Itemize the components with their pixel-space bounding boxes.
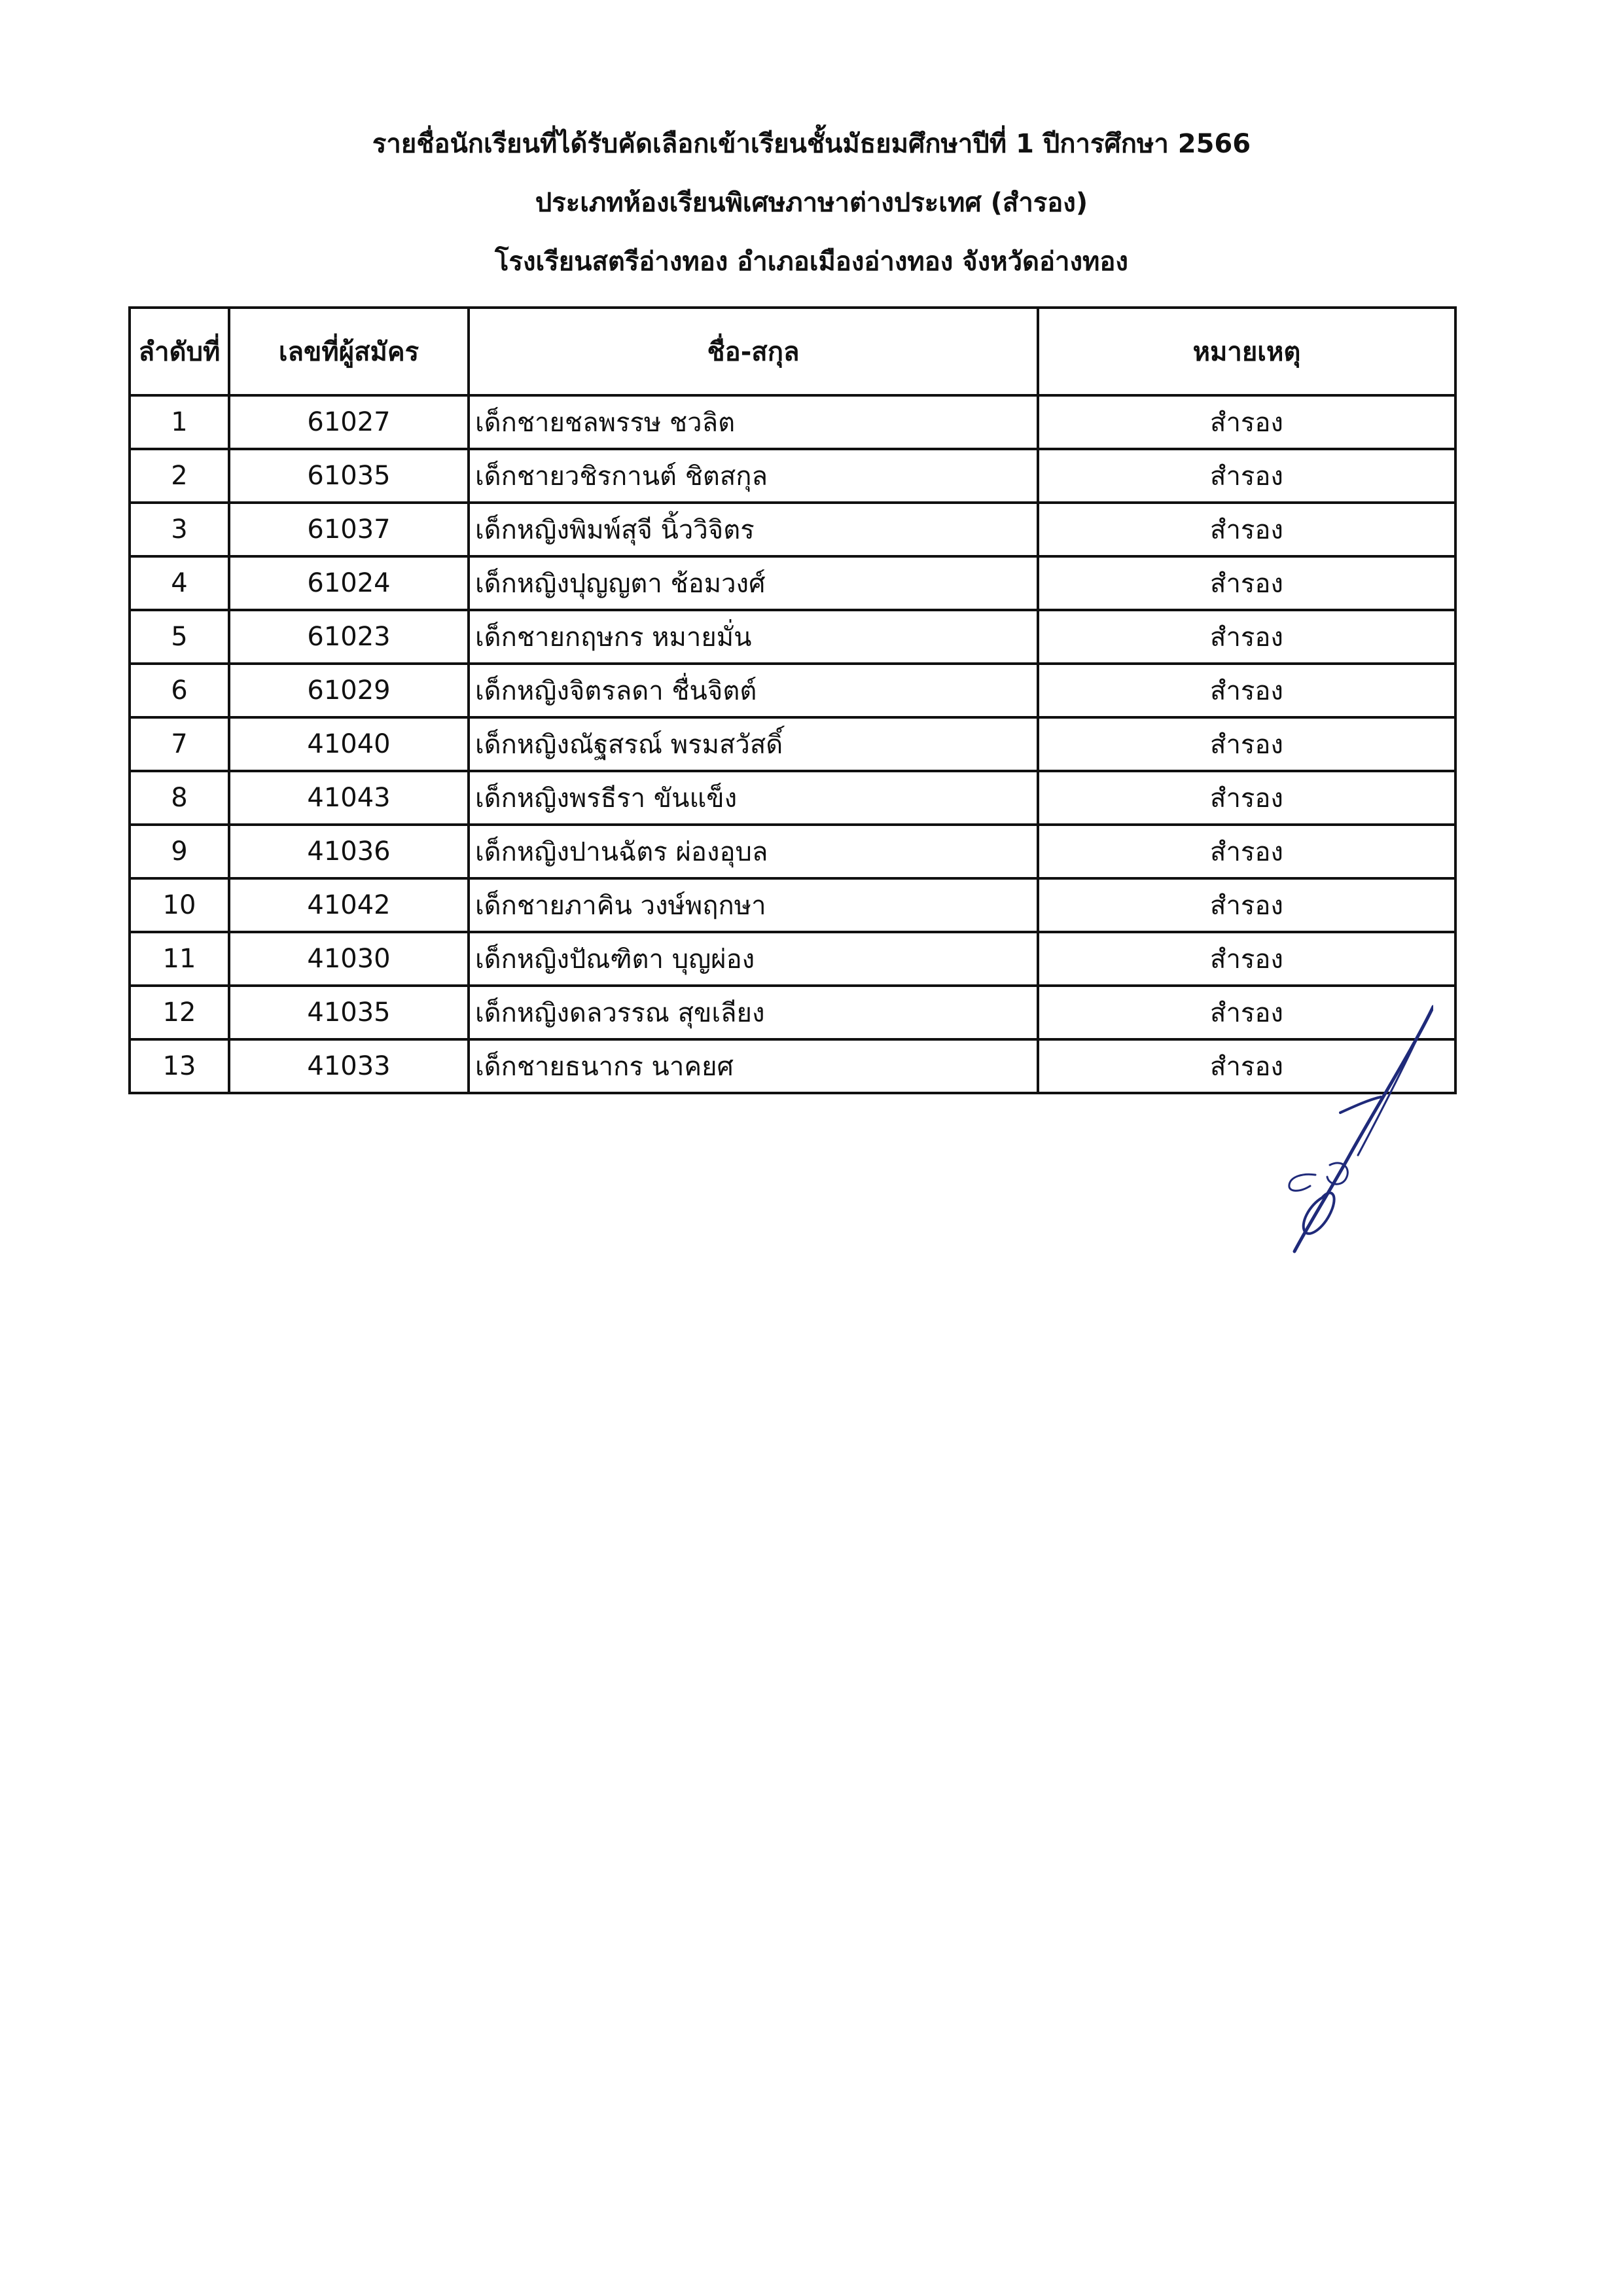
cell-order: 3 [130,503,229,556]
table-row [130,449,1455,503]
cell-order: 8 [130,771,229,825]
cell-note: สำรอง [1038,449,1455,503]
column-header-applicant-no: เลขที่ผู้สมัคร [229,308,469,395]
header-subtitle: ประเภทห้องเรียนพิเศษภาษาต่างประเทศ (สำรอง) [535,188,1088,218]
cell-note: สำรอง [1038,664,1455,717]
cell-note: สำรอง [1038,395,1455,449]
cell-name: เด็กชายวชิรกานต์ ชิตสกุล [469,449,1038,503]
cell-name: เด็กชายชลพรรษ ชวลิต [469,395,1038,449]
cell-order: 5 [130,610,229,664]
cell-order: 11 [130,932,229,986]
cell-name: เด็กหญิงดลวรรณ สุขเลียง [469,986,1038,1039]
cell-order: 10 [130,878,229,932]
cell-note: สำรอง [1038,610,1455,664]
cell-note: สำรอง [1038,771,1455,825]
cell-applicant-no: 41035 [229,986,469,1039]
cell-name: เด็กหญิงณัฐสรณ์ พรมสวัสดิ์ [469,717,1038,771]
header-school: โรงเรียนสตรีอ่างทอง อำเภอเมืองอ่างทอง จังหวัดอ่างทอง [495,247,1128,277]
cell-applicant-no: 61035 [229,449,469,503]
cell-order: 12 [130,986,229,1039]
cell-name: เด็กชายกฤษกร หมายมั่น [469,610,1038,664]
cell-applicant-no: 61029 [229,664,469,717]
table-row [130,932,1455,986]
cell-applicant-no: 61037 [229,503,469,556]
cell-applicant-no: 41030 [229,932,469,986]
cell-name: เด็กหญิงพรธีรา ขันแข็ง [469,771,1038,825]
cell-name: เด็กหญิงปัณฑิตา บุญผ่อง [469,932,1038,986]
cell-name: เด็กชายภาคิน วงษ์พฤกษา [469,878,1038,932]
column-header-name: ชื่อ-สกุล [469,308,1038,395]
cell-applicant-no: 41033 [229,1039,469,1093]
signature-image [1217,1001,1433,1257]
table-row [130,825,1455,878]
table-body [130,395,1455,1093]
table-row [130,771,1455,825]
cell-order: 13 [130,1039,229,1093]
cell-applicant-no: 61024 [229,556,469,610]
cell-note: สำรอง [1038,503,1455,556]
cell-note: สำรอง [1038,878,1455,932]
cell-applicant-no: 41043 [229,771,469,825]
signature-stroke [1294,1007,1433,1251]
table-row [130,717,1455,771]
cell-order: 7 [130,717,229,771]
table-row [130,664,1455,717]
student-list-table [128,306,1457,1094]
cell-applicant-no: 41040 [229,717,469,771]
table-row [130,556,1455,610]
cell-name: เด็กหญิงปานฉัตร ผ่องอุบล [469,825,1038,878]
cell-name: เด็กชายธนากร นาคยศ [469,1039,1038,1093]
cell-order: 1 [130,395,229,449]
cell-applicant-no: 41042 [229,878,469,932]
table-row [130,878,1455,932]
table-row [130,610,1455,664]
header-title: รายชื่อนักเรียนที่ได้รับคัดเลือกเข้าเรียนชั้นมัธยมศึกษาปีที่ 1 ปีการศึกษา 2566 [372,129,1251,159]
signature-stroke [1358,1016,1428,1155]
table-row [130,395,1455,449]
cell-applicant-no: 61027 [229,395,469,449]
cell-name: เด็กหญิงจิตรลดา ชื่นจิตต์ [469,664,1038,717]
column-header-order: ลำดับที่ [130,308,229,395]
cell-note: สำรอง [1038,825,1455,878]
cell-order: 2 [130,449,229,503]
cell-note: สำรอง [1038,1039,1455,1093]
cell-note: สำรอง [1038,986,1455,1039]
cell-name: เด็กหญิงปุญญตา ช้อมวงศ์ [469,556,1038,610]
cell-note: สำรอง [1038,932,1455,986]
cell-order: 6 [130,664,229,717]
cell-applicant-no: 41036 [229,825,469,878]
table-header-row [130,308,1455,395]
document-header [0,115,1623,291]
cell-order: 4 [130,556,229,610]
cell-note: สำรอง [1038,717,1455,771]
cell-note: สำรอง [1038,556,1455,610]
cell-applicant-no: 61023 [229,610,469,664]
cell-name: เด็กหญิงพิมพ์สุจี นิ้ววิจิตร [469,503,1038,556]
table-row [130,503,1455,556]
cell-order: 9 [130,825,229,878]
column-header-note: หมายเหตุ [1038,308,1455,395]
signature-stroke [1289,1174,1315,1191]
